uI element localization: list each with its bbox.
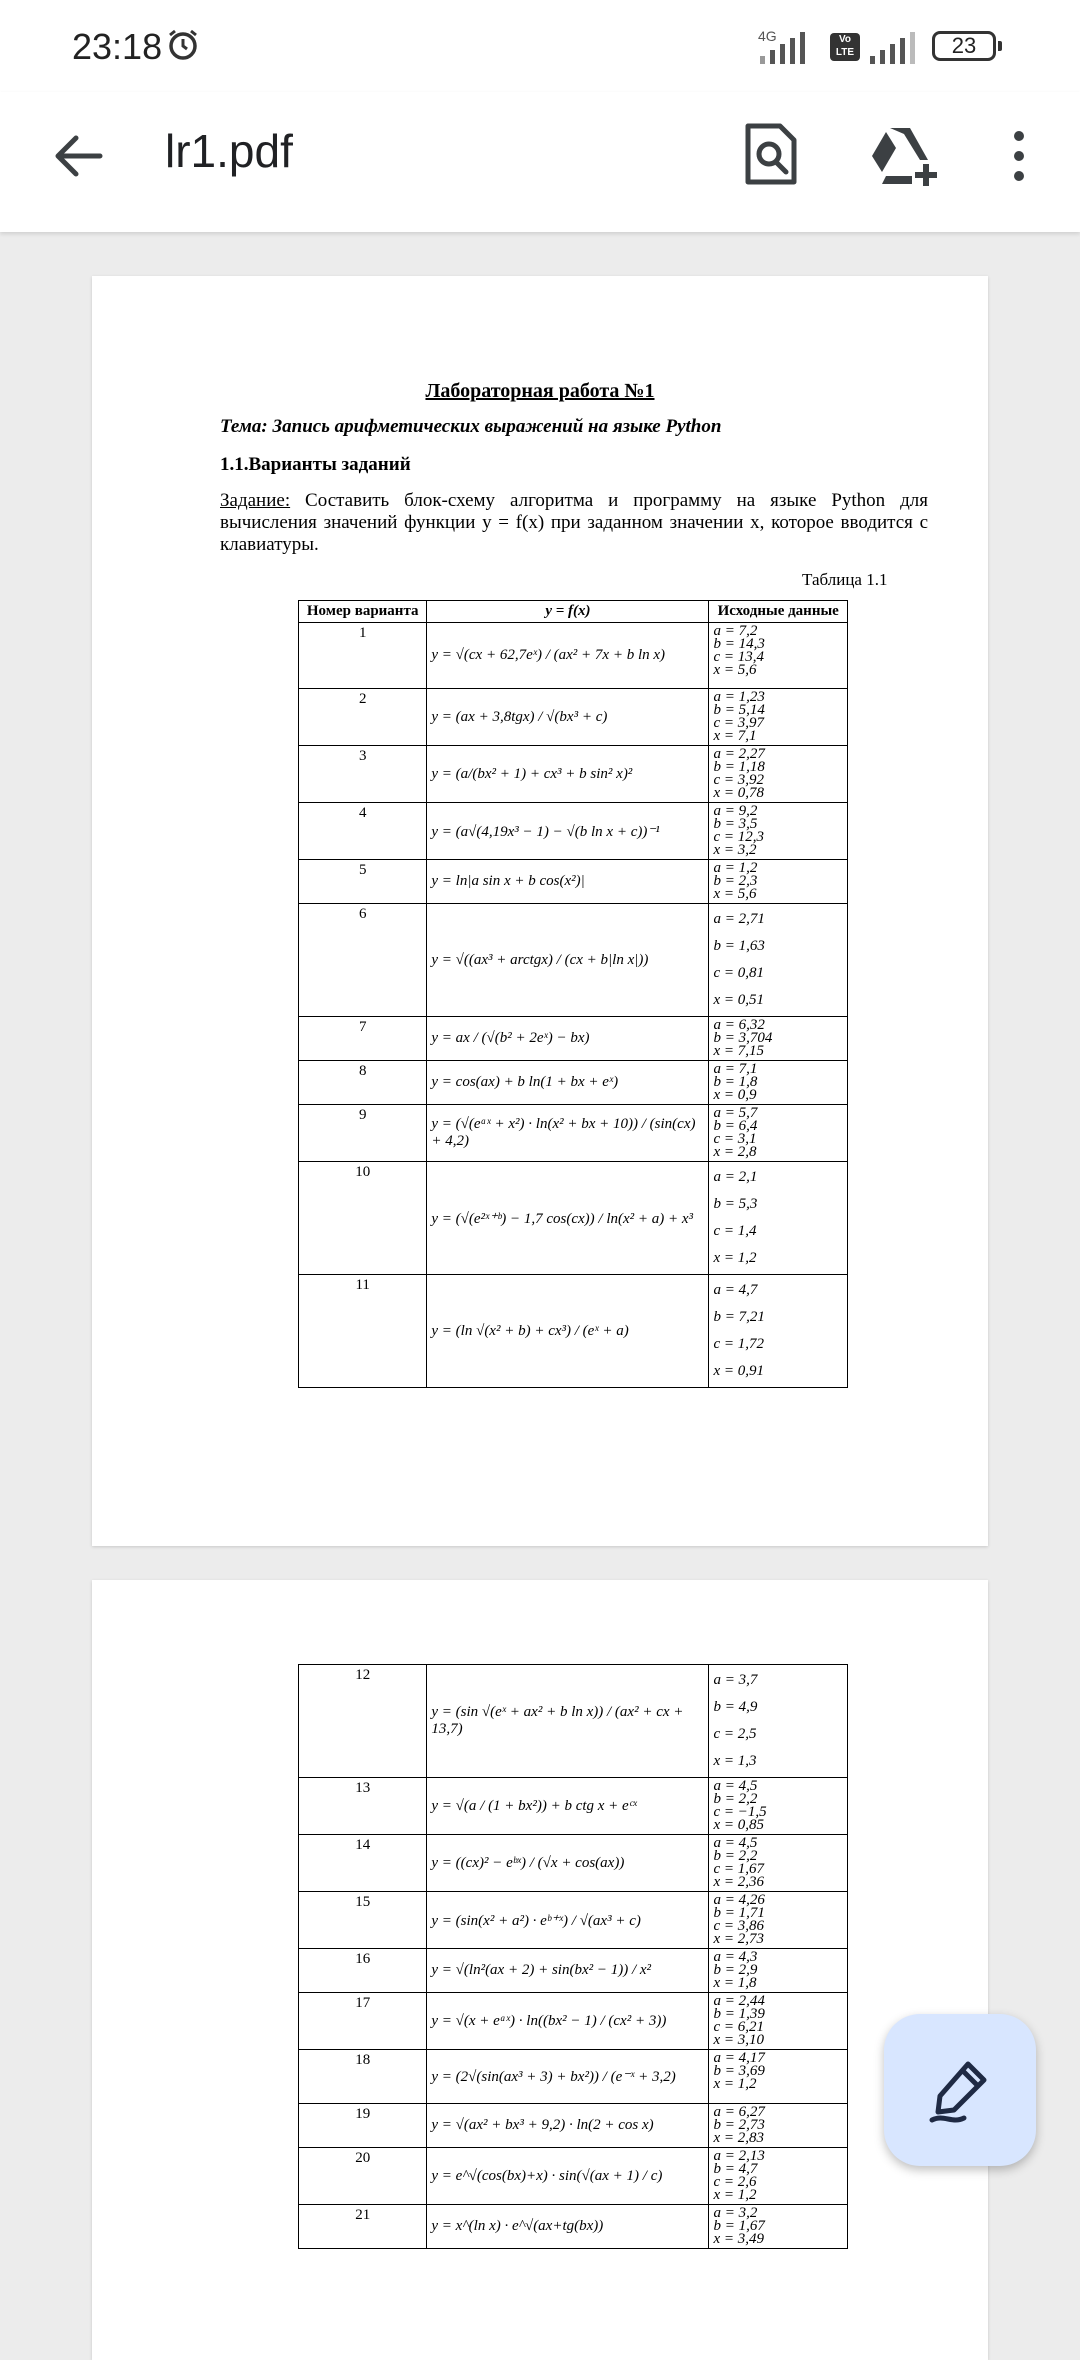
- status-bar: [0, 0, 1080, 92]
- variant-number: 18: [299, 2050, 427, 2104]
- variant-number: 14: [299, 1835, 427, 1892]
- data-value: a = 4,5: [713, 1835, 758, 1851]
- data-value: a = 2,1: [713, 1169, 758, 1185]
- header-variant: Номер варианта: [299, 601, 427, 623]
- function-formula: y = √(ax² + bx³ + 9,2) · ln(2 + cos x): [427, 2104, 709, 2148]
- data-value: b = 1,18: [713, 759, 765, 775]
- source-data: [709, 2050, 848, 2104]
- data-value: a = 2,13: [713, 2148, 765, 2164]
- data-value: c = 3,1: [713, 1131, 757, 1147]
- table-row: [299, 2148, 848, 2205]
- table-row: [299, 904, 848, 1017]
- source-data: [709, 803, 848, 860]
- data-value: b = 3,704: [713, 1030, 773, 1046]
- function-formula: y = √((ax³ + arctgx) / (cx + b|ln x|)): [427, 904, 709, 1017]
- function-formula: y = ln|a sin x + b cos(x²)|: [427, 860, 709, 904]
- function-formula: y = ((cx)² − eᵇˣ) / (√x + cos(ax)): [427, 1835, 709, 1892]
- edit-fab-button[interactable]: [884, 2014, 1036, 2166]
- source-data: [709, 1778, 848, 1835]
- data-value: c = 1,72: [713, 1336, 764, 1352]
- data-value: a = 4,5: [713, 1778, 758, 1794]
- data-value: c = 3,97: [713, 715, 764, 731]
- data-value: x = 7,15: [713, 1043, 764, 1059]
- table-row: [299, 746, 848, 803]
- function-formula: y = √(x + eᵃˣ) · ln((bx² − 1) / (cx² + 3)): [427, 1993, 709, 2050]
- data-value: x = 1,3: [713, 1753, 757, 1769]
- variant-number: 2: [299, 689, 427, 746]
- data-value: c = 2,6: [713, 2174, 757, 2190]
- source-data: [709, 2205, 848, 2249]
- battery-icon: 23: [932, 31, 996, 61]
- variant-number: 8: [299, 1061, 427, 1105]
- add-to-drive-icon[interactable]: [868, 124, 940, 188]
- data-value: b = 2,3: [713, 873, 758, 889]
- network-type: 4G: [758, 28, 777, 44]
- data-value: x = 2,73: [713, 1931, 764, 1947]
- pdf-page-2: [92, 1580, 988, 2360]
- function-formula: y = e^√(cos(bx)+x) · sin(√(ax + 1) / c): [427, 2148, 709, 2205]
- data-value: b = 2,9: [713, 1962, 758, 1978]
- data-value: b = 1,67: [713, 2218, 765, 2234]
- data-value: a = 3,2: [713, 2205, 758, 2221]
- data-value: x = 5,6: [713, 886, 757, 902]
- table-row: [299, 2050, 848, 2104]
- data-value: a = 7,2: [713, 623, 758, 639]
- data-value: a = 5,7: [713, 1105, 758, 1121]
- data-value: a = 2,27: [713, 746, 765, 762]
- data-value: a = 1,2: [713, 860, 758, 876]
- status-time: 23:18: [72, 26, 163, 67]
- variant-number: 21: [299, 2205, 427, 2249]
- table-row: [299, 1162, 848, 1275]
- table-row: [299, 1949, 848, 1993]
- table-row: [299, 1993, 848, 2050]
- data-value: a = 6,32: [713, 1017, 765, 1033]
- source-data: [709, 904, 848, 1017]
- table-row: [299, 1665, 848, 1778]
- function-formula: y = (√(e²ˣ⁺ᵇ) − 1,7 cos(cx)) / ln(x² + a) + x³: [427, 1162, 709, 1275]
- data-value: x = 2,36: [713, 1874, 764, 1890]
- function-formula: y = √(cx + 62,7eˣ) / (ax² + 7x + b ln x): [427, 623, 709, 689]
- table-row: [299, 623, 848, 689]
- variant-number: 10: [299, 1162, 427, 1275]
- table-row: [299, 1835, 848, 1892]
- table-row: [299, 1275, 848, 1388]
- function-formula: y = cos(ax) + b ln(1 + bx + eˣ): [427, 1061, 709, 1105]
- data-value: b = 2,2: [713, 1848, 758, 1864]
- back-arrow-icon[interactable]: [48, 126, 108, 186]
- data-value: x = 1,8: [713, 1975, 757, 1991]
- data-value: c = 2,5: [713, 1726, 757, 1742]
- data-value: c = 3,92: [713, 772, 764, 788]
- variant-number: 11: [299, 1275, 427, 1388]
- variant-number: 20: [299, 2148, 427, 2205]
- variant-number: 6: [299, 904, 427, 1017]
- table-row: [299, 1105, 848, 1162]
- data-value: b = 14,3: [713, 636, 765, 652]
- data-value: b = 2,73: [713, 2117, 765, 2133]
- source-data: [709, 1892, 848, 1949]
- table-row: [299, 2104, 848, 2148]
- data-value: b = 3,5: [713, 816, 758, 832]
- variant-number: 12: [299, 1665, 427, 1778]
- search-in-document-icon[interactable]: [742, 122, 800, 188]
- data-value: b = 4,9: [713, 1699, 758, 1715]
- table-row: [299, 689, 848, 746]
- table-row: [299, 1061, 848, 1105]
- data-value: x = 7,1: [713, 728, 757, 744]
- source-data: [709, 1949, 848, 1993]
- source-data: [709, 860, 848, 904]
- data-value: x = 2,8: [713, 1144, 757, 1160]
- function-formula: y = (sin(x² + a²) · eᵇ⁺ˣ) / √(ax³ + c): [427, 1892, 709, 1949]
- function-formula: y = (ln √(x² + b) + cx³) / (eˣ + a): [427, 1275, 709, 1388]
- variant-number: 15: [299, 1892, 427, 1949]
- data-value: a = 9,2: [713, 803, 758, 819]
- data-value: b = 5,3: [713, 1196, 758, 1212]
- data-value: x = 1,2: [713, 2076, 757, 2092]
- lab-title: Лабораторная работа №1: [425, 380, 655, 402]
- source-data: [709, 689, 848, 746]
- data-value: c = 1,4: [713, 1223, 757, 1239]
- function-formula: y = (2√(sin(ax³ + 3) + bx²)) / (e⁻ˣ + 3,2): [427, 2050, 709, 2104]
- edit-pen-icon: [924, 2054, 996, 2126]
- data-value: x = 0,78: [713, 785, 764, 801]
- lab-theme: Тема: Запись арифметических выражений на языке Python: [220, 416, 722, 437]
- function-formula: y = √(ln²(ax + 2) + sin(bx² − 1)) / x²: [427, 1949, 709, 1993]
- source-data: [709, 1665, 848, 1778]
- function-formula: y = (ax + 3,8tgx) / √(bx³ + c): [427, 689, 709, 746]
- source-data: [709, 623, 848, 689]
- data-value: b = 1,39: [713, 2006, 765, 2022]
- function-formula: y = x^(ln x) · e^√(ax+tg(bx)): [427, 2205, 709, 2249]
- table-row: [299, 2205, 848, 2249]
- function-formula: y = (a/(bx² + 1) + cx³ + b sin² x)²: [427, 746, 709, 803]
- task-paragraph: [220, 490, 928, 556]
- data-value: x = 3,10: [713, 2032, 764, 2048]
- data-value: c = 1,67: [713, 1861, 764, 1877]
- data-value: a = 4,3: [713, 1949, 758, 1965]
- signal-icon: [760, 32, 814, 66]
- source-data: [709, 1061, 848, 1105]
- function-formula: y = (√(eᵃˣ + x²) · ln(x² + bx + 10)) / (sin(cx) + 4,2): [427, 1105, 709, 1162]
- data-value: c = 3,86: [713, 1918, 764, 1934]
- table-row: [299, 1778, 848, 1835]
- data-value: x = 2,83: [713, 2130, 764, 2146]
- variant-number: 3: [299, 746, 427, 803]
- data-value: a = 4,17: [713, 2050, 765, 2066]
- data-value: a = 6,27: [713, 2104, 765, 2120]
- source-data: [709, 1105, 848, 1162]
- data-value: a = 1,23: [713, 689, 765, 705]
- variant-number: 9: [299, 1105, 427, 1162]
- variant-number: 4: [299, 803, 427, 860]
- variant-number: 13: [299, 1778, 427, 1835]
- data-value: x = 3,2: [713, 842, 757, 858]
- table-caption: Таблица 1.1: [802, 570, 888, 589]
- data-value: a = 4,7: [713, 1282, 758, 1298]
- source-data: [709, 746, 848, 803]
- data-value: b = 3,69: [713, 2063, 765, 2079]
- signal-icon-2: [870, 32, 924, 66]
- source-data: [709, 1993, 848, 2050]
- source-data: [709, 1275, 848, 1388]
- header-function: y = f(x): [427, 601, 709, 623]
- data-value: b = 6,4: [713, 1118, 758, 1134]
- data-value: x = 5,6: [713, 662, 757, 678]
- data-value: b = 7,21: [713, 1309, 765, 1325]
- alarm-icon: [166, 28, 200, 62]
- source-data: [709, 2104, 848, 2148]
- data-value: x = 1,2: [713, 2187, 757, 2203]
- variant-number: 7: [299, 1017, 427, 1061]
- data-value: b = 2,2: [713, 1791, 758, 1807]
- data-value: x = 3,49: [713, 2231, 764, 2247]
- table-row: [299, 803, 848, 860]
- data-value: b = 1,71: [713, 1905, 765, 1921]
- data-value: a = 7,1: [713, 1061, 758, 1077]
- function-formula: y = (sin √(eˣ + ax² + b ln x)) / (ax² + cx + 13,7): [427, 1665, 709, 1778]
- source-data: [709, 1835, 848, 1892]
- data-value: x = 0,51: [713, 992, 764, 1008]
- source-data: [709, 2148, 848, 2205]
- data-value: b = 5,14: [713, 702, 765, 718]
- more-vertical-icon[interactable]: [1004, 128, 1034, 184]
- data-value: c = 13,4: [713, 649, 764, 665]
- variant-number: 16: [299, 1949, 427, 1993]
- variant-number: 17: [299, 1993, 427, 2050]
- task-text: Составить блок-схему алгоритма и программу на языке Python для вычисления значений функции y = f(x) при заданном значении x, которое вводится с клавиатуры.: [220, 490, 928, 555]
- data-value: c = 12,3: [713, 829, 764, 845]
- source-data: [709, 1017, 848, 1061]
- source-data: [709, 1162, 848, 1275]
- data-value: b = 1,63: [713, 938, 765, 954]
- data-value: x = 0,91: [713, 1363, 764, 1379]
- task-label: Задание:: [220, 490, 291, 511]
- section-heading: 1.1.Варианты заданий: [220, 454, 411, 475]
- data-value: a = 4,26: [713, 1892, 765, 1908]
- table-row: [299, 1017, 848, 1061]
- variants-table-continued: [298, 1664, 848, 2249]
- table-row: [299, 1892, 848, 1949]
- variant-number: 5: [299, 860, 427, 904]
- volte-badge: Vo LTE: [830, 33, 860, 61]
- variant-number: 1: [299, 623, 427, 689]
- function-formula: y = ax / (√(b² + 2eˣ) − bx): [427, 1017, 709, 1061]
- table-row: [299, 860, 848, 904]
- data-value: c = −1,5: [713, 1804, 767, 1820]
- data-value: x = 0,9: [713, 1087, 757, 1103]
- header-data: Исходные данные: [709, 601, 848, 623]
- data-value: x = 0,85: [713, 1817, 764, 1833]
- data-value: c = 6,21: [713, 2019, 764, 2035]
- document-title: lr1.pdf: [165, 125, 293, 177]
- function-formula: y = (a√(4,19x³ − 1) − √(b ln x + c))⁻¹: [427, 803, 709, 860]
- variant-number: 19: [299, 2104, 427, 2148]
- data-value: x = 1,2: [713, 1250, 757, 1266]
- pdf-page-1: [92, 276, 988, 1546]
- function-formula: y = √(a / (1 + bx²)) + b ctg x + eᶜˣ: [427, 1778, 709, 1835]
- data-value: a = 3,7: [713, 1672, 758, 1688]
- data-value: a = 2,71: [713, 911, 765, 927]
- data-value: a = 2,44: [713, 1993, 765, 2009]
- data-value: c = 0,81: [713, 965, 764, 981]
- data-value: b = 4,7: [713, 2161, 758, 2177]
- variants-table: [298, 600, 848, 1388]
- table-header-row: [299, 601, 848, 623]
- data-value: b = 1,8: [713, 1074, 758, 1090]
